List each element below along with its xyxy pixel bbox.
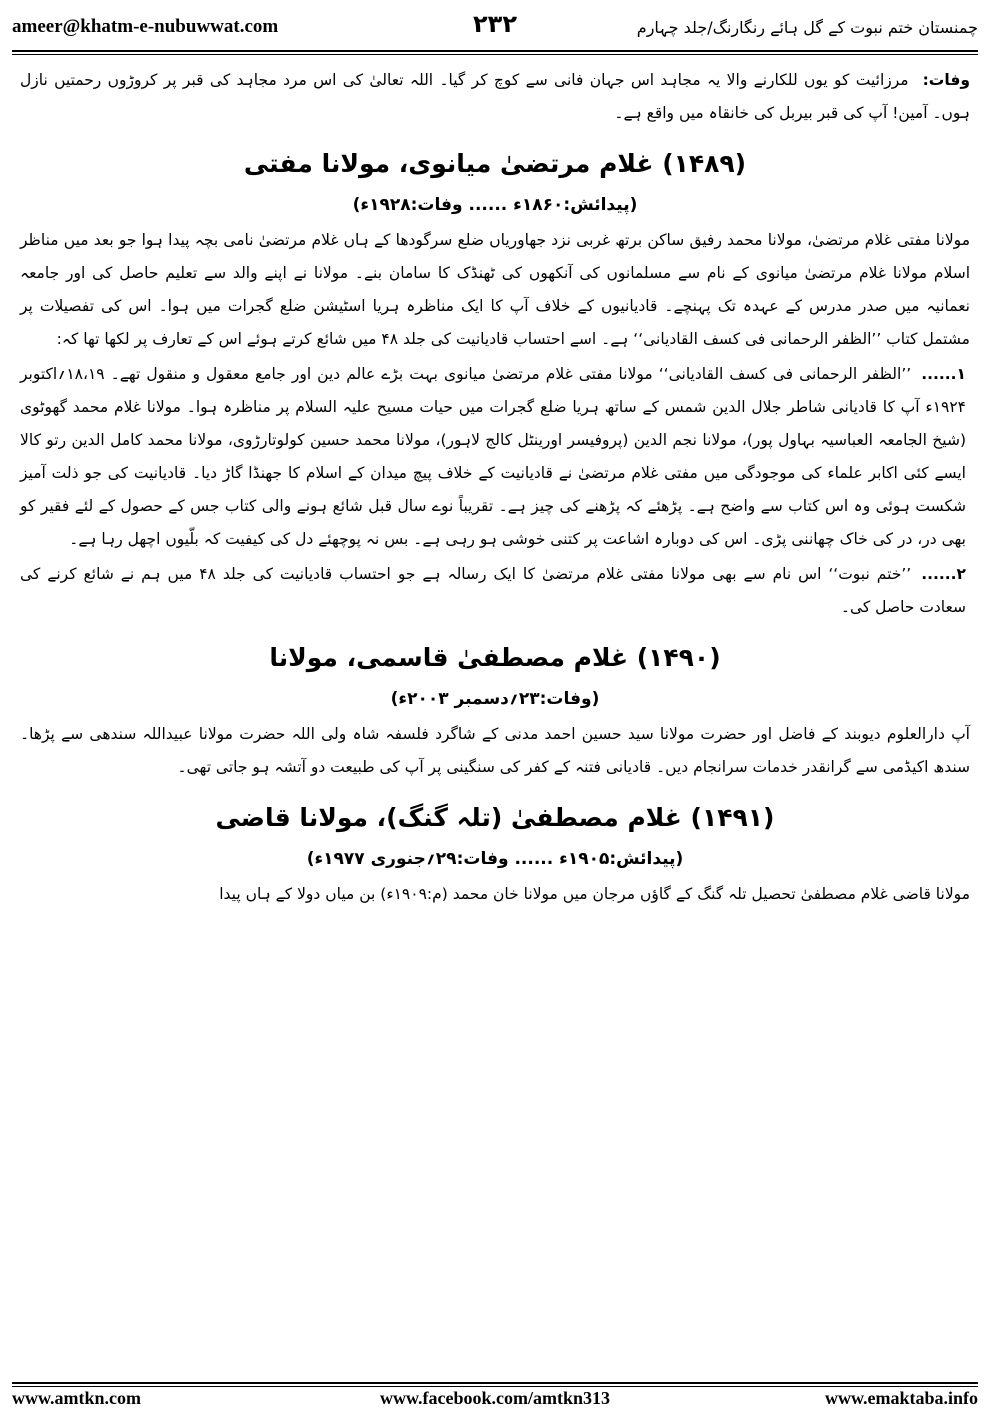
entry-1490-dates: (وفات:۲۳؍دسمبر ۲۰۰۳ء): [390, 689, 600, 709]
header-email[interactable]: ameer@khatm-e-nubuwwat.com: [12, 16, 279, 37]
intro-label: وفات:: [922, 71, 970, 89]
point-2-number: ۲......: [921, 565, 966, 583]
entry-1489-paragraph: مولانا مفتی غلام مرتضیٰ، مولانا محمد رفیق ساکن برتھ غربی نزد جھاوریاں ضلع سرگودھا کے ہاں غلام مرتضیٰ نامی بچہ پیدا ہوا جو بعد میں مناظر اسلام مولانا غلام مرتضیٰ میانوی کے نام سے مسلمانوں کی آنکھوں کی ٹھنڈک کا سامان بنے۔ مولانا نے اپنے والد سے تعلیم حاصل کی اور جامعہ نعمانیہ میں صدر مدرس کے عہدہ تک پہنچے۔ قادیانیوں کے خلاف آپ کا ایک مناظرہ ہریا اسٹیشن ضلع گجرات میں ہوا۔ اس کی تفصیلات پر مشتمل کتاب ’’الظفر الرحمانی فی کسف القادیانی‘‘ ہے۔ اسے احتساب قادیانیت کی جلد ۴۸ میں شائع کرتے ہوئے اس کے تعارف پر لکھا تھا کہ:: [20, 231, 970, 348]
point-1-text: ’’الظفر الرحمانی فی کسف القادیانی‘‘ مولانا مفتی غلام مرتضیٰ میانوی بہت بڑے عالم دین اور جامع معقول و منقول تھے۔ ۱۸،۱۹؍اکتوبر ۱۹۲۴ء آپ کا قادیانی شاطر جلال الدین شمس کے ساتھ ہریا ضلع گجرات میں حیات مسیح علیہ السلام پر مناظرہ ہوا۔ مولانا غلام محمد گھوٹوی (شیخ الجامعہ العباسیہ بہاول پور)، مولانا نجم الدین (پروفیسر اورینٹل کالج لاہور)، مولانا محمد حسین کولوتارڑوی، مولانا محمد کامل الدین رتو کالا ایسے کئی اکابر علماء کی موجودگی میں مفتی غلام مرتضیٰ نے قادیانیت کے خلاف پیچ میدان کے اسلام کا جھنڈا گاڑ دیا۔ قادیانیت کی جو ذلت آمیز شکست ہوئی وہ اس کتاب سے واضح ہے۔ پڑھئے کہ پڑھنے کی چیز ہے۔ تقریباً نوے سال قبل شائع ہونے والی کتاب جس کے حصول کے لئے فقیر کو بھی در، در کی خاک چھاننی پڑی۔ اس کی دوبارہ اشاعت پر کتنی خوشی ہو رہی ہے۔ بس نہ پوچھئے دل کی کیفیت کہ بلّیوں اچھل رہا ہے۔: [20, 365, 966, 548]
point-1-number: ۱......: [921, 365, 966, 383]
entry-1489-point-1: [20, 358, 970, 556]
page-number: ۲۳۲: [473, 10, 517, 38]
intro-paragraph: [20, 64, 970, 130]
footer-divider: [12, 1382, 978, 1387]
entry-1491-dates: (پیدائش:۱۹۰۵ء ...... وفات:۲۹؍جنوری ۱۹۷۷ء): [306, 849, 684, 869]
header-divider: [12, 50, 978, 55]
page-body: [20, 64, 970, 913]
entry-1490-paragraph: آپ دارالعلوم دیوبند کے فاضل اور حضرت مولانا سید حسین احمد مدنی کے شاگرد فلسفہ شاہ ولی اللہ حضرت مولانا عبیداللہ سندھی سے پڑھا۔ سندھ اکیڈمی سے گرانقدر خدمات سرانجام دیں۔ قادیانی فتنہ کے کفر کی سنگینی پر آپ کی طبیعت دو آتشہ ہو جاتی تھی۔: [20, 725, 970, 776]
footer-link-facebook[interactable]: www.facebook.com/amtkn313: [380, 1388, 610, 1408]
footer-link-emaktaba[interactable]: www.emaktaba.info: [824, 1388, 978, 1408]
entry-1491-heading: (۱۴۹۱) غلام مصطفیٰ (تلہ گنگ)، مولانا قاضی: [215, 803, 775, 832]
entry-1490-heading: (۱۴۹۰) غلام مصطفیٰ قاسمی، مولانا: [269, 643, 721, 672]
page-footer: [12, 1388, 978, 1414]
footer-link-amtkn[interactable]: www.amtkn.com: [12, 1388, 141, 1408]
entry-1489-dates: (پیدائش:۱۸۶۰ء ...... وفات:۱۹۲۸ء): [352, 195, 638, 215]
entry-1489-point-2: [20, 558, 970, 624]
page-header: [12, 8, 978, 46]
intro-text: مرزائیت کو یوں للکارنے والا یہ مجاہد اس جہان فانی سے کوچ کر گیا۔ اللہ تعالیٰ کی اس مرد مجاہد کی قبر پر کروڑوں رحمتیں نازل ہوں۔ آمین! آپ کی قبر بیربل کی خانقاہ میں واقع ہے۔: [20, 71, 970, 122]
point-2-text: ’’ختم نبوت‘‘ اس نام سے بھی مولانا مفتی غلام مرتضیٰ کا ایک رسالہ ہے جو احتساب قادیانیت کی جلد ۴۸ میں ہم نے شائع کرنے کی سعادت حاصل کی۔: [20, 565, 966, 616]
entry-1491-paragraph: مولانا قاضی غلام مصطفیٰ تحصیل تلہ گنگ کے گاؤں مرجان میں مولانا خان محمد (م:۱۹۰۹ء) بن میاں دولا کے ہاں پیدا: [219, 885, 970, 903]
book-title: چمنستان ختم نبوت کے گل ہائے رنگارنگ/جلد چہارم: [636, 17, 978, 37]
entry-1489-heading: (۱۴۸۹) غلام مرتضیٰ میانوی، مولانا مفتی: [243, 149, 747, 178]
